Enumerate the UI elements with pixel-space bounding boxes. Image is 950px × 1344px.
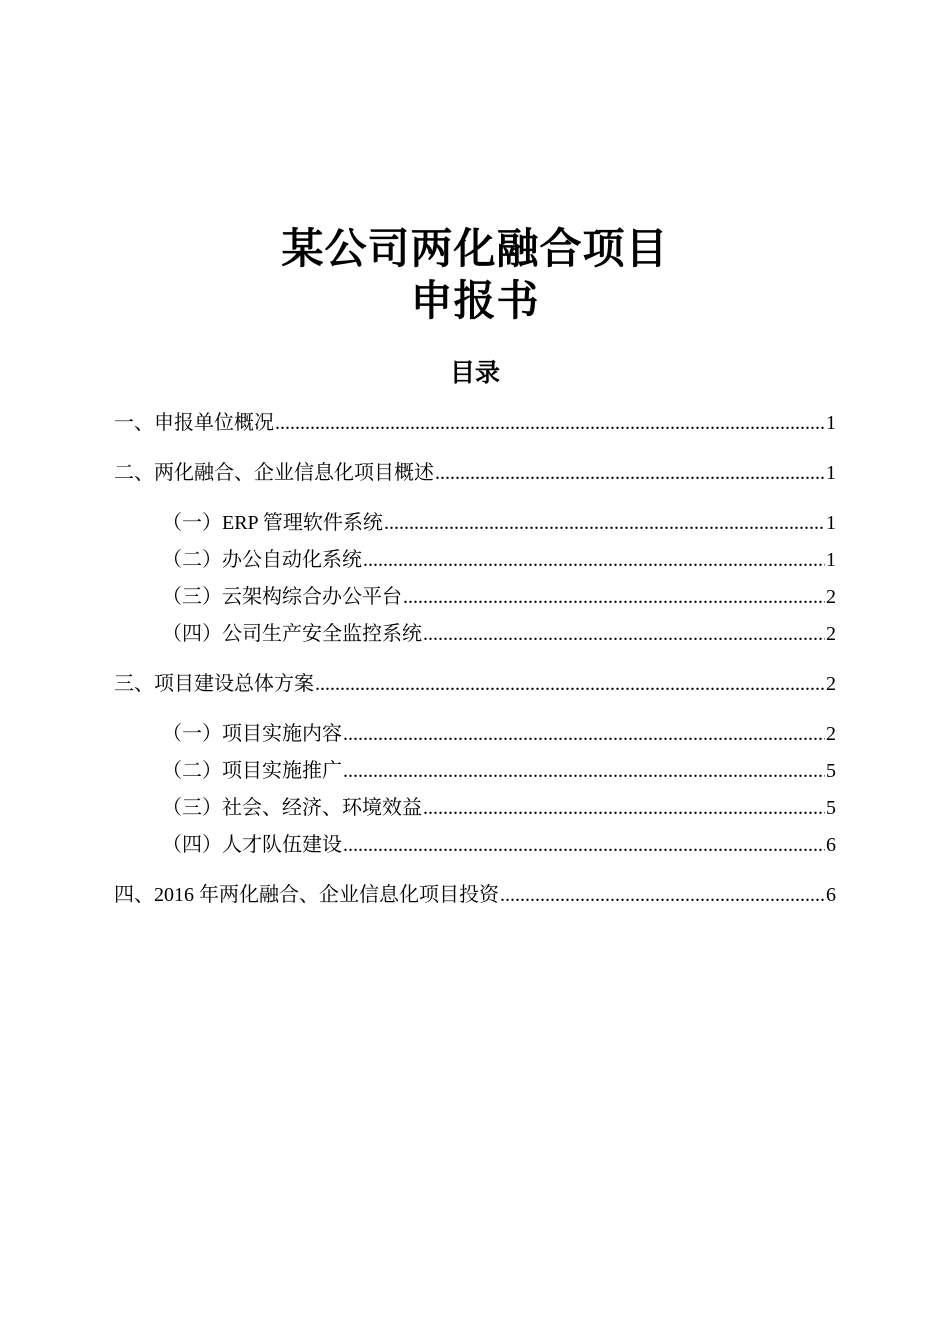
toc-entry-label: （一）项目实施内容: [162, 723, 342, 745]
toc-entry[interactable]: [162, 621, 836, 647]
toc-dot-leader: [343, 832, 825, 858]
toc-entry[interactable]: [114, 410, 836, 436]
toc-dot-leader: [403, 584, 825, 610]
toc-entry-page: 2: [826, 723, 836, 745]
toc-dot-leader: [435, 460, 825, 486]
toc-entry-page: 1: [826, 549, 836, 571]
toc-dot-leader: [384, 510, 825, 536]
toc-entry-page: 5: [826, 760, 836, 782]
toc-dot-leader: [423, 621, 825, 647]
toc-entry[interactable]: [162, 721, 836, 747]
toc-entry-page: 2: [826, 673, 836, 695]
toc-entry-label: （二）办公自动化系统: [162, 549, 362, 571]
toc-entry-label: （三）社会、经济、环境效益: [162, 797, 422, 819]
toc-entry-label: 二、两化融合、企业信息化项目概述: [114, 462, 434, 484]
document-title-line1: 某公司两化融合项目: [281, 227, 669, 273]
toc-entry[interactable]: [114, 671, 836, 697]
toc-entry-label: （三）云架构综合办公平台: [162, 586, 402, 608]
toc-entry-page: 1: [826, 512, 836, 534]
toc-entry-page: 6: [826, 834, 836, 856]
toc-entry-label: （四）人才队伍建设: [162, 834, 342, 856]
toc-entry-page: 2: [826, 623, 836, 645]
toc-entry-label: 四、2016 年两化融合、企业信息化项目投资: [114, 884, 499, 906]
toc-entry[interactable]: [114, 882, 836, 908]
toc-heading: 目录: [449, 360, 500, 387]
toc-dot-leader: [343, 758, 825, 784]
toc-entry-label: （一）ERP 管理软件系统: [162, 512, 383, 534]
toc-entry-page: 6: [826, 884, 836, 906]
toc-entry[interactable]: [162, 795, 836, 821]
toc-dot-leader: [275, 410, 825, 436]
toc-dot-leader: [500, 882, 825, 908]
toc-entry[interactable]: [162, 832, 836, 858]
toc-entry-page: 1: [826, 412, 836, 434]
toc-entry-label: （四）公司生产安全监控系统: [162, 623, 422, 645]
toc-entry-label: 一、申报单位概况: [114, 412, 274, 434]
toc-entry-label: 三、项目建设总体方案: [114, 673, 314, 695]
toc-entry[interactable]: [162, 584, 836, 610]
toc-dot-leader: [343, 721, 825, 747]
toc-entry[interactable]: [162, 547, 836, 573]
toc-entry-page: 2: [826, 586, 836, 608]
toc-entry[interactable]: [162, 758, 836, 784]
toc-entry-label: （二）项目实施推广: [162, 760, 342, 782]
document-title-line2: 申报书: [410, 279, 540, 325]
toc-dot-leader: [363, 547, 825, 573]
toc-entry-page: 1: [826, 462, 836, 484]
toc-entry-page: 5: [826, 797, 836, 819]
toc-entry[interactable]: [114, 460, 836, 486]
toc-dot-leader: [315, 671, 825, 697]
toc-dot-leader: [423, 795, 825, 821]
toc-entry[interactable]: [162, 510, 836, 536]
